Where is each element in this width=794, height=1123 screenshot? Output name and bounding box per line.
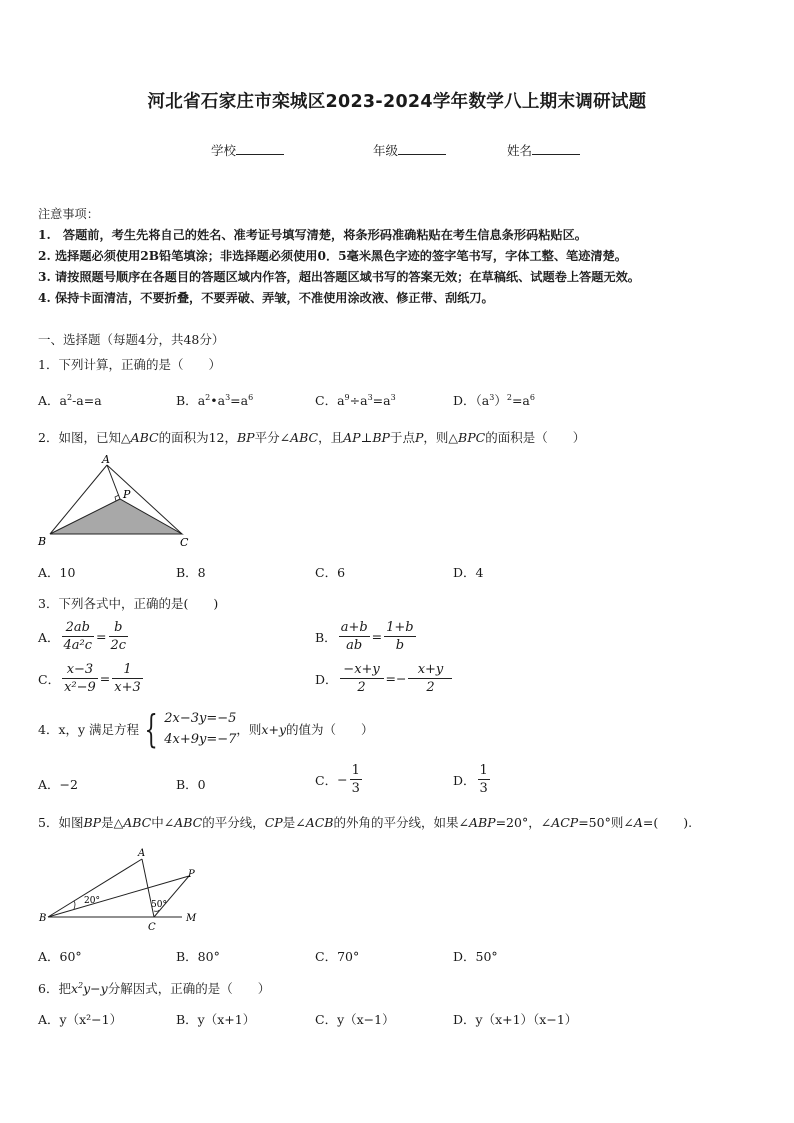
page-title: 河北省石家庄市栾城区2023-2024学年数学八上期末调研试题 bbox=[147, 92, 647, 112]
school-field[interactable] bbox=[211, 141, 284, 159]
q2-label-c: C bbox=[180, 536, 189, 549]
grade-label: 年级 bbox=[373, 143, 399, 158]
q1-stem: 1．下列计算，正确的是（ ） bbox=[38, 357, 221, 372]
q3-option-d[interactable]: D． $\frac{-x+y}{2}$ =− $\frac{x+y}{2}$ bbox=[315, 661, 454, 696]
notice-item-2: 2. 选择题必须使用2B铅笔填涂；非选择题必须使用0．5毫米黑色字迹的签字笔书写，字体工整、笔迹清楚。 bbox=[38, 249, 627, 263]
grade-field[interactable] bbox=[373, 141, 446, 159]
q6-option-c[interactable]: C．y（x−1） bbox=[315, 1012, 395, 1027]
q5-label-m: M bbox=[186, 913, 197, 924]
q5-figure bbox=[34, 844, 209, 934]
notice-heading: 注意事项： bbox=[38, 207, 99, 221]
name-label: 姓名 bbox=[507, 143, 533, 158]
name-field[interactable] bbox=[507, 141, 580, 159]
q5-option-a[interactable]: A．60° bbox=[38, 949, 82, 964]
q2-figure bbox=[30, 452, 200, 550]
q3-option-a[interactable]: A． $\frac{2ab}{\text{4a²c}}$ = $\frac{b}{2c}$ bbox=[38, 620, 127, 653]
q2-label-b: B bbox=[38, 535, 47, 548]
q5-angle-50: 50° bbox=[151, 900, 167, 910]
q4-option-b[interactable]: B．0 bbox=[176, 777, 206, 792]
q1-option-d[interactable]: D．$(a^3)^2=a^6$ bbox=[453, 392, 535, 408]
q4-equation-system: { 2x−3y=−5 4x+9y=−7 bbox=[144, 707, 237, 751]
q6-stem: 6．把$x^2y-y$分解因式，正确的是（ ） bbox=[38, 980, 271, 996]
q3-option-c[interactable]: C． $\frac{x-3}{\text{x²−9}}$ = $\frac{1}{x+3}$ bbox=[38, 662, 141, 695]
grade-blank[interactable] bbox=[398, 143, 446, 155]
notice-item-3: 3. 请按照题号顺序在各题目的答题区域内作答，超出答题区域书写的答案无效；在草稿纸、试题卷上答题无效。 bbox=[38, 270, 640, 284]
q5-option-b[interactable]: B．80° bbox=[176, 949, 220, 964]
q1-option-b[interactable]: B．$a^2•a^3=a^6$ bbox=[176, 392, 254, 408]
q6-option-b[interactable]: B．y（x+1） bbox=[176, 1012, 256, 1027]
q2-option-c[interactable]: C．6 bbox=[315, 565, 346, 580]
q4-stem: 4．x，y 满足方程 { 2x−3y=−5 4x+9y=−7 ，则 x+y 的值为（ ） bbox=[38, 707, 374, 751]
q5-angle-20: 20° bbox=[84, 896, 100, 906]
q5-option-c[interactable]: C．70° bbox=[315, 949, 360, 964]
q4-option-a[interactable]: A．−2 bbox=[38, 777, 78, 792]
name-blank[interactable] bbox=[532, 143, 580, 155]
q4-option-c[interactable]: C． − $\frac{1}{3}$ bbox=[315, 763, 360, 796]
notice-item-4: 4. 保持卡面清洁，不要折叠，不要弄破、弄皱，不准使用涂改液、修正带、刮纸刀。 bbox=[38, 291, 494, 305]
q4-option-d[interactable]: D． $\frac{1}{3}$ bbox=[453, 763, 488, 796]
q5-option-d[interactable]: D．50° bbox=[453, 949, 498, 964]
q3-stem: 3．下列各式中，正确的是( ) bbox=[38, 596, 219, 611]
q2-option-a[interactable]: A．10 bbox=[38, 565, 76, 580]
q2-option-d[interactable]: D．4 bbox=[453, 565, 484, 580]
section-heading: 一、选择题（每题4分，共48分） bbox=[38, 332, 225, 347]
q5-label-p: P bbox=[188, 869, 195, 880]
q2-label-p: P bbox=[123, 488, 131, 501]
q2-label-a: A bbox=[102, 453, 110, 466]
school-blank[interactable] bbox=[236, 143, 284, 155]
q1-option-c[interactable]: C．$a^9\div a^3=a^3$ bbox=[315, 392, 396, 408]
q3-option-b[interactable]: B． $\frac{a+b}{ab}$ = $\frac{1+b}{b}$ bbox=[315, 620, 414, 653]
q5-stem: 5．如图BP是△ABC中∠ABC的平分线，CP是∠ACB的外角的平分线，如果∠ABP=20°，∠ACP=50°则∠A=( ). bbox=[38, 815, 693, 830]
notice-item-1: 1. 答题前，考生先将自己的姓名、准考证号填写清楚，将条形码准确粘贴在考生信息条形码粘贴区。 bbox=[38, 228, 587, 242]
school-label: 学校 bbox=[211, 143, 237, 158]
q2-stem: 2．如图，已知△ABC的面积为12，BP平分∠ABC，且AP⊥BP于点P，则△BPC的面积是（ ） bbox=[38, 430, 586, 445]
q2-shaded-triangle bbox=[50, 499, 182, 534]
q5-label-a: A bbox=[138, 848, 146, 859]
q5-label-b: B bbox=[39, 913, 47, 924]
q2-option-b[interactable]: B．8 bbox=[176, 565, 206, 580]
q6-option-d[interactable]: D．y（x+1）（x−1） bbox=[453, 1012, 578, 1027]
q1-option-a[interactable]: A．$a^2-a=a$ bbox=[38, 392, 102, 408]
q5-label-c: C bbox=[148, 922, 156, 933]
q6-option-a[interactable]: A．y（x²−1） bbox=[38, 1012, 123, 1027]
